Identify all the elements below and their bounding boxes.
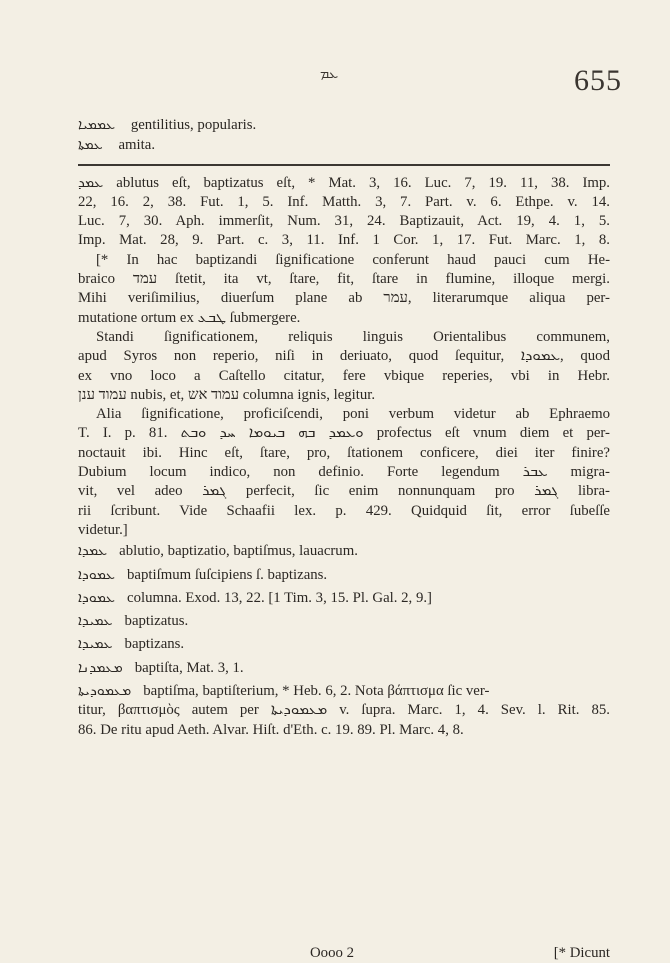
entry-headword: ܥܡܝܕܐ — [78, 636, 113, 653]
main-line: Imp. Mat. 28, 9. Part. c. 3, 11. Inf. 1 Cor. 1, 17. Fut. Marc. 1, 8. — [78, 232, 610, 249]
entry-gloss: baptiſmum ſuſcipiens ſ. baptizans. — [127, 566, 328, 583]
running-head: ܥܡ — [320, 66, 339, 82]
catchword: [* Dicunt — [553, 945, 610, 961]
note-line: braico עמד ſtetit, ita vt, ſtare, fit, ſtare in flumine, illoque mergi. — [78, 271, 610, 288]
note-line: mutatione ortum ex ܛܒܥ ſubmergere. — [78, 309, 301, 326]
list-item — [78, 635, 610, 654]
entry-headword: ܥܡܘܕܐ — [78, 566, 115, 583]
list-item — [78, 612, 610, 631]
main-line: 22, 16. 2, 38. Fut. 1, 5. Inf. Matth. 3, 7. Part. v. 6. Ethpe. v. 14. — [78, 193, 610, 210]
para-line: vit, vel adeo ܓܡܪ perfecit, ſic enim nonnunquam pro ܓܡܪ libra- — [78, 483, 610, 500]
entry-headword: ܥܡܘܕܐ — [78, 589, 115, 606]
para-line: rii ſcribunt. Vide Schaafii lex. p. 429. Quidquid ſit, error ſubeſſe — [78, 502, 610, 519]
entry-gentilitius — [78, 116, 610, 135]
page-body — [78, 116, 611, 961]
list-item — [78, 566, 610, 585]
para-line: Dubium locum indico, non definio. Forte legendum ܥܒܪ migra- — [78, 464, 610, 481]
entry-gloss: amita. — [118, 137, 156, 154]
note-line: [* In hac baptizandi ſignificatione conferunt haud pauci cum He- — [96, 251, 610, 268]
entry-gloss: baptiſta, Mat. 3, 1. — [134, 659, 244, 676]
entry-gloss: baptizans. — [124, 636, 185, 653]
entry-gloss: baptiſma, baptiſterium, * Heb. 6, 2. Nota βάπτισμα ſic ver- — [143, 683, 490, 700]
list-item — [78, 659, 610, 678]
list-item — [78, 589, 610, 608]
note-line: Mihi veriſimilius, diuerſum plane ab עמר, literarumque aliqua per- — [78, 290, 610, 307]
entry-headword: ܥܡܕܐ — [78, 543, 108, 560]
entry-headword: ܡܥܡܕܢܐ — [78, 659, 123, 676]
list-item — [78, 682, 610, 701]
para-line: videtur.] — [78, 521, 128, 538]
entry-gloss: gentilitius, popularis. — [130, 117, 257, 133]
signature-mark: Oooo 2 — [310, 945, 354, 961]
entry-gloss: ablutio, baptizatio, baptiſmus, lauacrum. — [119, 543, 358, 560]
para-line: noctauit ibi. Hinc eſt, ſtare, pro, ſtationem conficere, diei iter finire? — [78, 444, 610, 461]
para-line: Alia ſignificatione, proficiſcendi, poni verbum videtur ab Ephraemo — [96, 406, 610, 423]
main-line: Luc. 7, 30. Aph. immerſit, Num. 31, 24. Baptizauit, Act. 19, 4. 1, 5. — [78, 213, 610, 230]
entry-headword: ܥܡܡܝܐ — [78, 117, 116, 133]
para-line: ex vno loco a Caſtello citatur, fere vbique reperies, vbi in Hebr. — [78, 367, 610, 384]
page-number: 655 — [574, 64, 622, 97]
tail-line: 86. De ritu apud Aeth. Alvar. Hiſt. d'Eth. c. 19. 89. Pl. Marc. 4, 8. — [78, 721, 464, 738]
entry-headword: ܥܡܝܕܐ — [78, 613, 113, 630]
para-line: Standi ſignificationem, reliquis linguis Orientalibus communem, — [96, 328, 610, 345]
entry-list — [78, 542, 610, 740]
main-line: ablutus eſt, baptizatus eſt, * Mat. 3, 16. Luc. 7, 19. 11, 38. Imp. — [116, 174, 611, 191]
para-line: T. I. p. 81. ܘܥܡܕ ܒܗ ܒܝܘܡܐ ܚܕ ܘܒܬ profectus eſt vnum diem et per- — [78, 425, 610, 442]
para-line: עמוד ענן nubis, et, עמוד אש columna ignis, legitur. — [78, 386, 376, 403]
para-line: apud Syros non reperio, niſi in deriuato, quod ſequitur, ܥܡܘܕܐ, quod — [78, 348, 610, 365]
main-entry — [78, 174, 610, 541]
tail-line: titur, βαπτισμὸς autem per ܡܥܡܘܕܝܬܐ v. ſupra. Marc. 1, 4. Sev. l. Rit. 85. — [78, 702, 610, 719]
section-rule — [78, 164, 610, 166]
entry-headword: ܡܥܡܘܕܝܬܐ — [78, 683, 132, 700]
entry-amita — [78, 136, 610, 155]
main-headword: ܥܡܕ — [78, 174, 104, 191]
entry-gloss: columna. Exod. 13, 22. [1 Tim. 3, 15. Pl. Gal. 2, 9.] — [127, 589, 432, 606]
entry-headword: ܥܡܬܐ — [78, 137, 103, 154]
list-item — [78, 542, 610, 561]
entry-gloss: baptizatus. — [124, 613, 189, 630]
